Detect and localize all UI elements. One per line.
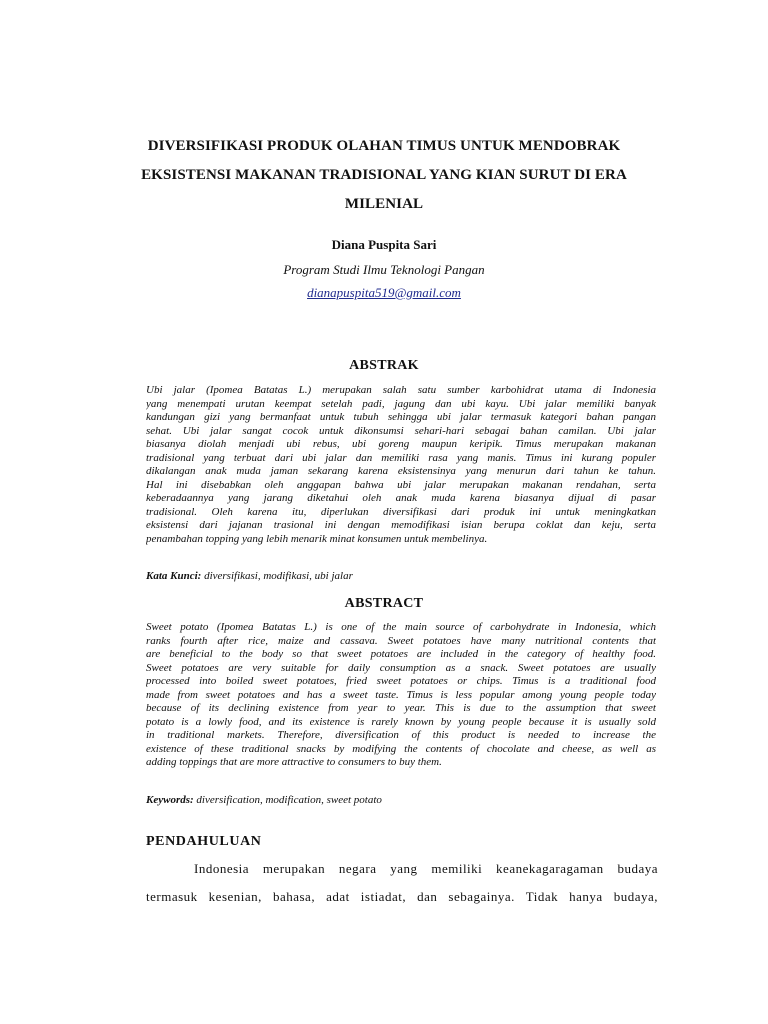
abstract-line: adding toppings that are more attractive to consumers to buy them. — [146, 756, 442, 768]
abstrak-line: biasanya diolah menjadi ubi rebus, ubi goreng maupun keripik. Timus merupakan makanan — [146, 438, 656, 450]
abstrak-line: eksistensi dari jajanan trasional ini dengan memodifikasi isian berupa coklat dan keju, serta — [146, 519, 656, 531]
abstrak-line: tradisional. Oleh karena itu, diperlukan diversifikasi dari produk ini untuk meningkatkan — [146, 505, 656, 518]
abstrak-line: kandungan gizi yang bermanfaat untuk tubuh sehingga ubi jalar termasuk kategori bahan pangan — [146, 411, 656, 423]
abstrak-body — [146, 384, 656, 560]
author-program: Program Studi Ilmu Teknologi Pangan — [283, 262, 485, 277]
abstrak-line: penambahan topping yang lebih menarik minat konsumen untuk membelinya. — [146, 532, 488, 545]
abstract-line: existence of these traditional snacks by modifying the contents of chocolate and cheese, as well as — [146, 742, 656, 755]
keywords-values: diversification, modification, sweet potato — [193, 794, 382, 806]
body-line: termasuk kesenian, bahasa, adat istiadat, dan sebagainya. Tidak hanya budaya, — [146, 889, 658, 904]
abstract-line: made from sweet potatoes and has a sweet taste. Timus is less popular among young people today — [146, 688, 656, 701]
title-line-2: EKSISTENSI MAKANAN TRADISIONAL YANG KIAN SURUT DI ERA — [141, 167, 627, 183]
title-line-1: DIVERSIFIKASI PRODUK OLAHAN TIMUS UNTUK MENDOBRAK — [147, 138, 621, 154]
kata-kunci-label: Kata Kunci: — [146, 570, 202, 582]
kata-kunci — [146, 570, 656, 582]
abstract-body — [146, 621, 656, 781]
author-email-link[interactable]: dianapuspita519@gmail.com — [307, 285, 461, 300]
abstract-line: processed into boiled sweet potatoes, fried sweet potatoes or chips. Timus is a traditional food — [146, 675, 656, 687]
keywords-label: Keywords: — [146, 794, 194, 806]
abstrak-line: tradisional yang terbuat dari ubi jalar dan memiliki rasa yang manis. Timus ini kurang populer — [146, 451, 656, 464]
keywords — [146, 794, 656, 806]
body-line: Indonesia merupakan negara yang memiliki keanekagaragaman budaya — [194, 861, 658, 876]
abstrak-line: dikalangan anak muda jaman sekarang karena eksistensinya yang menurun dari tahun ke tahun. — [146, 465, 656, 477]
abstrak-line: Hal ini disebabkan oleh anggapan bahwa ubi jalar merupakan makanan rendahan, serta — [146, 478, 656, 491]
paper-title — [120, 132, 648, 219]
pendahuluan-body — [146, 855, 658, 911]
abstract-line: ranks fourth after rice, maize and cassava. Sweet potatoes have many nutritional contents that — [146, 634, 656, 647]
author-name: Diana Puspita Sari — [331, 237, 437, 252]
kata-kunci-values: diversifikasi, modifikasi, ubi jalar — [201, 570, 353, 582]
abstract-line: because of its declining existence from year to year. This is due to the assumption that sweet — [146, 702, 656, 714]
abstract-line: potato is a lowly food, and its existence is rarely known by young people because it is usually sold — [146, 715, 656, 728]
abstrak-line: Ubi jalar (Ipomea Batatas L.) merupakan salah satu sumber karbohidrat utama di Indonesia — [146, 384, 656, 396]
abstrak-line: yang menempati urutan keempat setelah padi, jagung dan ubi kayu. Ubi jalar memiliki banyak — [146, 397, 656, 410]
abstrak-line: sehat. Ubi jalar sangat cocok untuk dikonsumsi sehari-hari sebagai bahan camilan. Ubi jalar — [146, 424, 656, 437]
pendahuluan-heading: PENDAHULUAN — [146, 834, 262, 849]
title-line-3: MILENIAL — [344, 196, 424, 212]
abstract-heading: ABSTRACT — [344, 596, 424, 611]
abstract-line: Sweet potato (Ipomea Batatas L.) is one of the main source of carbohydrate in Indonesia, which — [146, 621, 656, 633]
abstrak-line: keberadaannya yang jarang diketahui oleh anak muda karena biasanya dijual di pasar — [146, 492, 656, 504]
abstract-line: Sweet potatoes are very suitable for daily consumption as a snack. Sweet potatoes are usually — [146, 661, 656, 674]
abstract-line: in traditional markets. Therefore, diversification of this product is needed to increase the — [146, 729, 656, 741]
abstract-line: are beneficial to the body so that sweet potatoes are included in the category of healthy food. — [146, 648, 656, 660]
abstrak-heading: ABSTRAK — [349, 358, 419, 373]
